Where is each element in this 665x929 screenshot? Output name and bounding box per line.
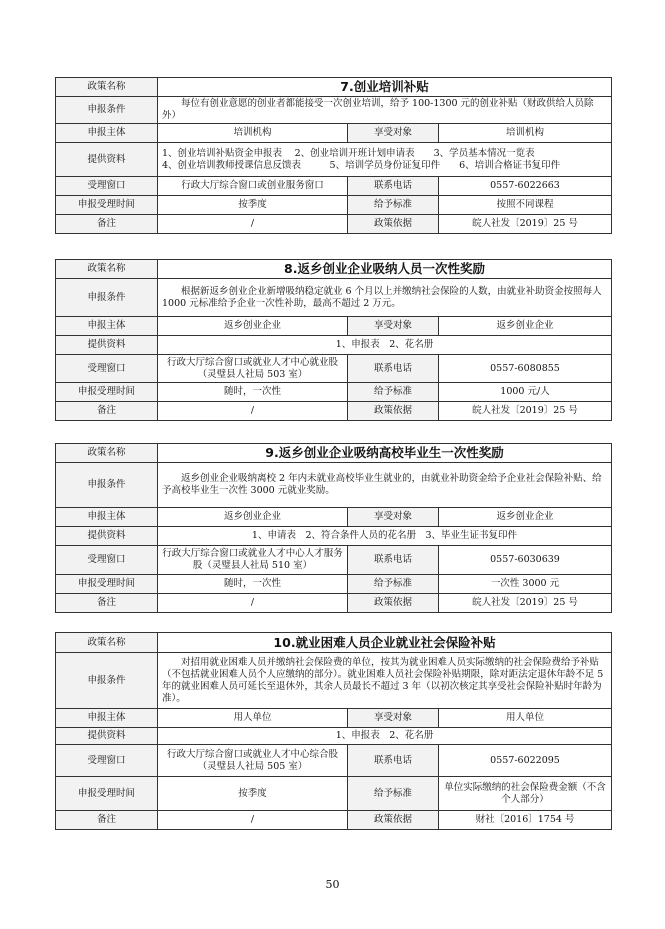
time-value: 随时，一次性 xyxy=(158,575,348,594)
label-standard: 给予标准 xyxy=(348,575,439,594)
label-materials: 提供资料 xyxy=(56,527,158,546)
label-remark: 备注 xyxy=(56,215,158,234)
beneficiary-value: 返乡创业企业 xyxy=(439,508,612,527)
materials-line: 4、创业培训教师授课信息反馈表 5、培训学员身份证复印件 6、培训合格证书复印件 xyxy=(162,159,561,171)
window-value: 行政大厅综合窗口或就业人才中心就业股（灵璧县人社局 503 室） xyxy=(158,355,348,383)
label-standard: 给予标准 xyxy=(348,777,439,811)
remark-value: / xyxy=(158,594,348,613)
label-conditions: 申报条件 xyxy=(56,653,158,709)
label-policy-name: 政策名称 xyxy=(56,78,158,97)
materials-value: 1、申报表 2、花名册 xyxy=(158,336,612,355)
label-remark: 备注 xyxy=(56,594,158,613)
time-value: 按季度 xyxy=(158,196,348,215)
time-value: 随时，一次性 xyxy=(158,383,348,402)
label-window: 受理窗口 xyxy=(56,177,158,196)
label-basis: 政策依据 xyxy=(348,402,439,421)
page-number: 50 xyxy=(325,878,340,891)
time-value: 按季度 xyxy=(158,777,348,811)
beneficiary-value: 培训机构 xyxy=(439,124,612,143)
window-value: 行政大厅综合窗口或创业服务窗口 xyxy=(158,177,348,196)
basis-value: 皖人社发〔2019〕25 号 xyxy=(439,402,612,421)
label-subject: 申报主体 xyxy=(56,508,158,527)
label-remark: 备注 xyxy=(56,811,158,830)
basis-value: 皖人社发〔2019〕25 号 xyxy=(439,594,612,613)
subject-value: 用人单位 xyxy=(158,709,348,728)
label-time: 申报受理时间 xyxy=(56,777,158,811)
standard-value: 单位实际缴纳的社会保险费金额（不含个人部分） xyxy=(439,777,612,811)
remark-value: / xyxy=(158,811,348,830)
label-phone: 联系电话 xyxy=(348,177,439,196)
label-window: 受理窗口 xyxy=(56,355,158,383)
basis-value: 财社〔2016〕1754 号 xyxy=(439,811,612,830)
label-phone: 联系电话 xyxy=(348,745,439,777)
label-beneficiary: 享受对象 xyxy=(348,124,439,143)
label-phone: 联系电话 xyxy=(348,546,439,575)
label-beneficiary: 享受对象 xyxy=(348,709,439,728)
materials-value: 1、申报表 2、花名册 xyxy=(158,728,612,745)
label-phone: 联系电话 xyxy=(348,355,439,383)
label-standard: 给予标准 xyxy=(348,196,439,215)
conditions-text: 对招用就业困难人员并缴纳社会保险费的单位，按其为就业困难人员实际缴纳的社会保险费给予补贴（不包括就业困难人员个人应缴纳的部分）。就业困难人员社会保险补贴期限，除对距法定退休年龄不足 5 年的就业困难人员可延长至退休外，其余人员最长不超过 3 年（以初次核定其享受社会保险补贴时年龄为准）。 xyxy=(158,653,612,709)
phone-value: 0557-6080855 xyxy=(439,355,612,383)
label-subject: 申报主体 xyxy=(56,709,158,728)
window-value: 行政大厅综合窗口或就业人才中心人才服务股（灵璧县人社局 510 室） xyxy=(158,546,348,575)
label-time: 申报受理时间 xyxy=(56,575,158,594)
subject-value: 返乡创业企业 xyxy=(158,317,348,336)
policy-table-7 xyxy=(55,77,612,234)
label-subject: 申报主体 xyxy=(56,317,158,336)
policy-title: 8.返乡创业企业吸纳人员一次性奖励 xyxy=(158,260,612,279)
label-remark: 备注 xyxy=(56,402,158,421)
beneficiary-value: 返乡创业企业 xyxy=(439,317,612,336)
label-beneficiary: 享受对象 xyxy=(348,508,439,527)
label-conditions: 申报条件 xyxy=(56,279,158,317)
policy-title: 10.就业困难人员企业就业社会保险补贴 xyxy=(158,633,612,653)
materials-value xyxy=(158,143,612,177)
label-standard: 给予标准 xyxy=(348,383,439,402)
label-basis: 政策依据 xyxy=(348,811,439,830)
label-policy-name: 政策名称 xyxy=(56,444,158,463)
subject-value: 返乡创业企业 xyxy=(158,508,348,527)
conditions-text: 每位有创业意愿的创业者都能接受一次创业培训，给予 100-1300 元的创业补贴（财政供给人员除外） xyxy=(158,97,612,124)
label-subject: 申报主体 xyxy=(56,124,158,143)
label-beneficiary: 享受对象 xyxy=(348,317,439,336)
policy-title: 7.创业培训补贴 xyxy=(158,78,612,97)
policy-table-10 xyxy=(55,632,612,830)
label-window: 受理窗口 xyxy=(56,745,158,777)
standard-value: 1000 元/人 xyxy=(439,383,612,402)
standard-value: 按照不同课程 xyxy=(439,196,612,215)
label-time: 申报受理时间 xyxy=(56,196,158,215)
label-policy-name: 政策名称 xyxy=(56,633,158,653)
policy-table-8 xyxy=(55,259,612,421)
conditions-text: 返乡创业企业吸纳离校 2 年内未就业高校毕业生就业的，由就业补助资金给予企业社会保险补贴、给予高校毕业生一次性 3000 元就业奖励。 xyxy=(158,463,612,508)
label-conditions: 申报条件 xyxy=(56,97,158,124)
conditions-text: 根据新返乡创业企业新增吸纳稳定就业 6 个月以上并缴纳社会保险的人数，由就业补助资金按照每人 1000 元标准给予企业一次性补助，最高不超过 2 万元。 xyxy=(158,279,612,317)
materials-line: 1、创业培训补贴资金申报表 2、创业培训开班计划申请表 3、学员基本情况一览表 xyxy=(162,147,535,159)
phone-value: 0557-6022663 xyxy=(439,177,612,196)
policy-title: 9.返乡创业企业吸纳高校毕业生一次性奖励 xyxy=(158,444,612,463)
label-basis: 政策依据 xyxy=(348,594,439,613)
label-materials: 提供资料 xyxy=(56,336,158,355)
policy-table-9 xyxy=(55,443,612,613)
subject-value: 培训机构 xyxy=(158,124,348,143)
label-basis: 政策依据 xyxy=(348,215,439,234)
label-conditions: 申报条件 xyxy=(56,463,158,508)
label-time: 申报受理时间 xyxy=(56,383,158,402)
label-window: 受理窗口 xyxy=(56,546,158,575)
basis-value: 皖人社发〔2019〕25 号 xyxy=(439,215,612,234)
standard-value: 一次性 3000 元 xyxy=(439,575,612,594)
beneficiary-value: 用人单位 xyxy=(439,709,612,728)
label-materials: 提供资料 xyxy=(56,728,158,745)
label-materials: 提供资料 xyxy=(56,143,158,177)
window-value: 行政大厅综合窗口或就业人才中心综合股（灵璧县人社局 505 室） xyxy=(158,745,348,777)
label-policy-name: 政策名称 xyxy=(56,260,158,279)
phone-value: 0557-6030639 xyxy=(439,546,612,575)
phone-value: 0557-6022095 xyxy=(439,745,612,777)
remark-value: / xyxy=(158,402,348,421)
materials-value: 1、申请表 2、符合条件人员的花名册 3、毕业生证书复印件 xyxy=(158,527,612,546)
remark-value: / xyxy=(158,215,348,234)
